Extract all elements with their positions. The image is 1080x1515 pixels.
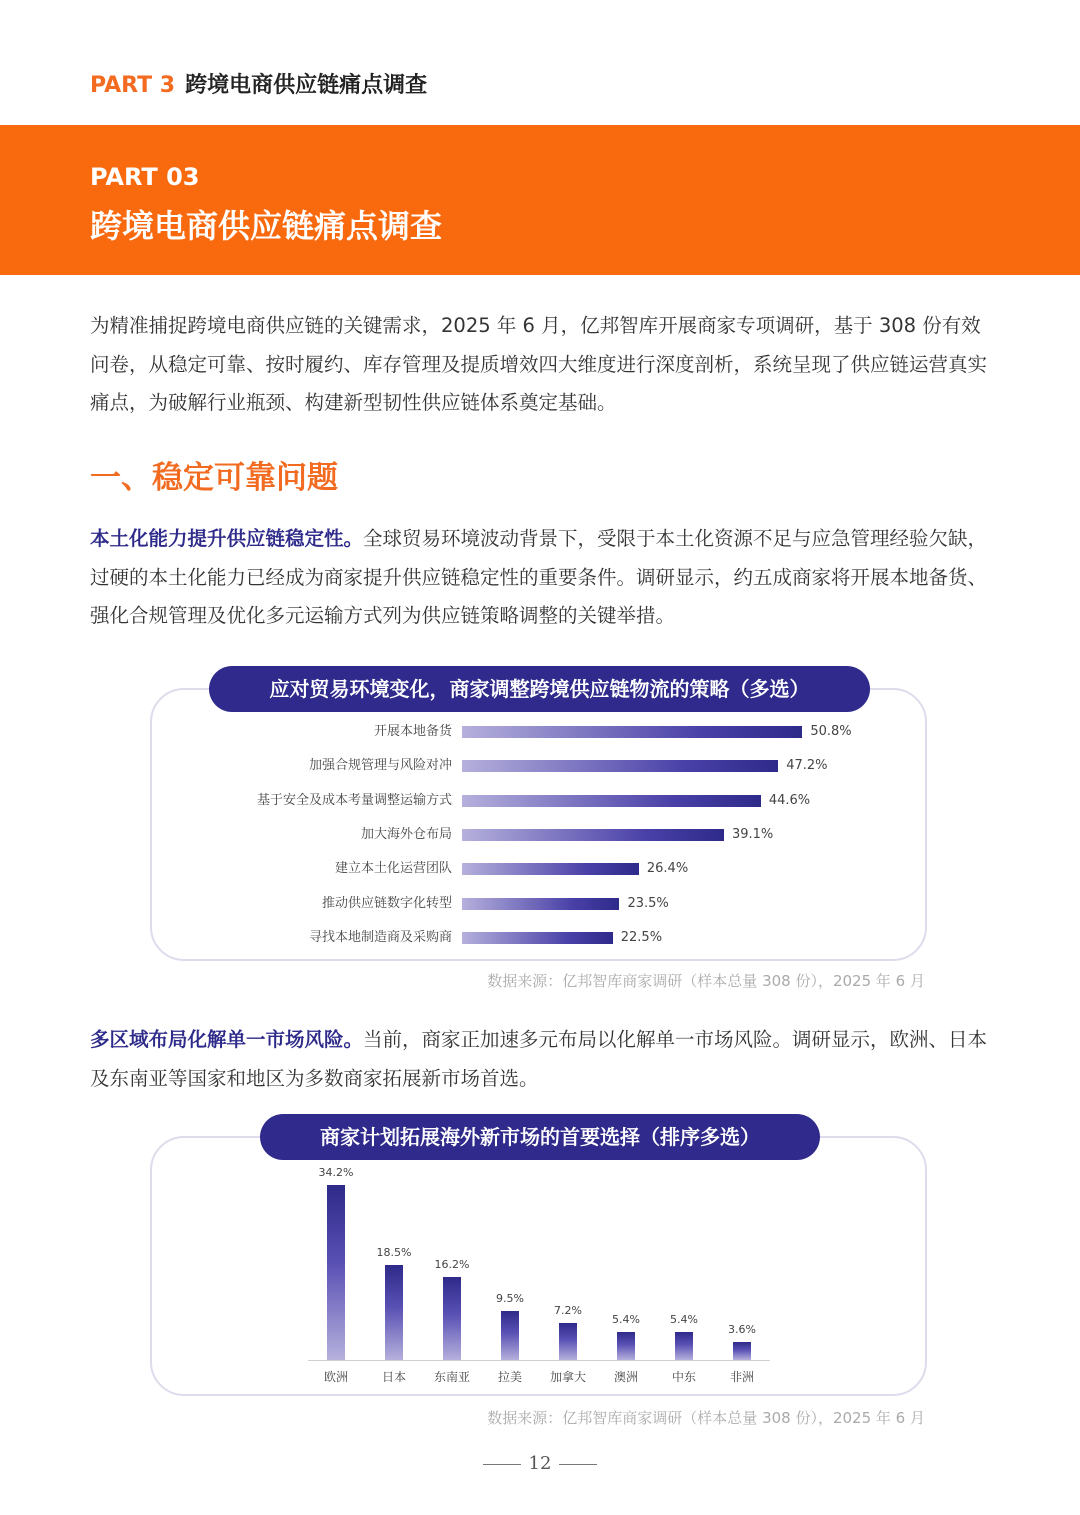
chart1-row <box>150 791 927 811</box>
chart2-frame <box>150 1136 927 1396</box>
chart1-bar <box>462 726 802 738</box>
chart2-category-label: 中东 <box>671 1370 696 1384</box>
chart2-value-label: 34.2% <box>318 1165 354 1179</box>
chart1-row <box>150 722 927 742</box>
chart2-bar <box>385 1265 403 1360</box>
running-header-part: PART 3 <box>90 73 176 98</box>
chart2-baseline <box>308 1360 770 1361</box>
chart2-category-label: 拉美 <box>497 1370 522 1384</box>
paragraph-body: 当前，商家正加速多元布局以化解单一市场风险。调研显示，欧洲、日本及东南亚等国家和地区为多数商家拓展新市场首选。 <box>90 1028 988 1090</box>
paragraph-body: 全球贸易环境波动背景下，受限于本土化资源不足与应急管理经验欠缺，过硬的本土化能力已经成为商家提升供应链稳定性的重要条件。调研显示，约五成商家将开展本地备货、强化合规管理及优化多元运输方式列为供应链策略调整的关键举措。 <box>90 527 988 627</box>
chart1-row <box>150 894 927 914</box>
chart2-category-label: 东南亚 <box>433 1370 470 1384</box>
chart1-row <box>150 859 927 879</box>
chart2-value-label: 5.4% <box>612 1313 640 1327</box>
banner-part-label: PART 03 <box>90 163 200 191</box>
chart1-title: 应对贸易环境变化，商家调整跨境供应链物流的策略（多选） <box>209 666 870 712</box>
chart2-value-label: 5.4% <box>670 1313 698 1327</box>
chart1-row <box>150 756 927 776</box>
page-number-text: 12 <box>528 1453 552 1474</box>
chart2-category-label: 加拿大 <box>549 1370 586 1384</box>
chart2-bar <box>443 1277 461 1360</box>
section-heading: 一、稳定可靠问题 <box>90 460 338 496</box>
running-header-title: 跨境电商供应链痛点调查 <box>185 73 428 98</box>
chart2-bar <box>501 1311 519 1360</box>
chart1-category-label: 开展本地备货 <box>373 724 452 739</box>
chart2-value-label: 3.6% <box>728 1322 756 1336</box>
chart2-bar <box>327 1185 345 1360</box>
chart1-category-label: 基于安全及成本考量调整运输方式 <box>256 792 452 808</box>
chart1-value-label: 26.4% <box>646 861 689 877</box>
page-number <box>0 1453 1080 1474</box>
chart1-value-label: 22.5% <box>620 929 663 945</box>
page-number-dash-left <box>483 1464 521 1465</box>
chart2-category-label: 日本 <box>381 1370 406 1384</box>
chart1-row <box>150 928 927 948</box>
chart2-title: 商家计划拓展海外新市场的首要选择（排序多选） <box>260 1114 820 1160</box>
chart1-row <box>150 825 927 845</box>
paragraph-multiregion <box>90 1021 995 1098</box>
page-number-dash-right <box>559 1464 597 1465</box>
chart2-category-label: 欧洲 <box>323 1370 348 1384</box>
paragraph-localization <box>90 520 995 636</box>
chart1-bar <box>462 898 619 910</box>
running-header <box>90 68 427 99</box>
chart1-value-label: 44.6% <box>768 792 811 808</box>
chart2-value-label: 16.2% <box>434 1258 470 1272</box>
chart1-value-label: 50.8% <box>810 724 852 739</box>
chart1-category-label: 推动供应链数字化转型 <box>321 895 452 911</box>
chart1-bar <box>462 760 778 772</box>
chart1-bar <box>462 795 761 807</box>
chart1-category-label: 建立本土化运营团队 <box>334 861 452 877</box>
chart1-category-label: 加大海外仓布局 <box>360 826 452 842</box>
chart1-bar <box>462 829 724 841</box>
chart1-value-label: 39.1% <box>731 826 774 842</box>
chart1-value-label: 47.2% <box>786 758 828 774</box>
chart1-bar <box>462 863 639 875</box>
intro-paragraph: 为精准捕捉跨境电商供应链的关键需求，2025 年 6 月，亿邦智库开展商家专项调研，基于 308 份有效问卷，从稳定可靠、按时履约、库存管理及提质增效四大维度进行深度剖析，系统呈现了供应链运营真实痛点，为破解行业瓶颈、构建新型韧性供应链体系奠定基础。 <box>90 314 988 414</box>
chart1-source: 数据来源：亿邦智库商家调研（样本总量 308 份），2025 年 6 月 <box>487 972 925 990</box>
paragraph-lead: 本土化能力提升供应链稳定性。 <box>90 527 364 550</box>
chart2-category-label: 非洲 <box>729 1370 754 1384</box>
chart1-bar <box>462 932 613 944</box>
chart2-value-label: 7.2% <box>554 1304 582 1318</box>
chart2-value-label: 18.5% <box>376 1246 412 1260</box>
chart2-category-label: 澳洲 <box>613 1370 638 1384</box>
banner-title: 跨境电商供应链痛点调查 <box>90 207 443 245</box>
chart2-bar <box>559 1323 577 1360</box>
chart1-category-label: 寻找本地制造商及采购商 <box>308 929 452 945</box>
chart2-bar <box>617 1332 635 1360</box>
chart1-value-label: 23.5% <box>627 895 669 911</box>
section-banner <box>0 125 1080 275</box>
chart2-bar <box>733 1342 751 1360</box>
chart2-source: 数据来源：亿邦智库商家调研（样本总量 308 份），2025 年 6 月 <box>487 1409 925 1427</box>
chart2-value-label: 9.5% <box>496 1292 524 1306</box>
chart2-bar <box>675 1332 693 1360</box>
chart1-category-label: 加强合规管理与风险对冲 <box>308 758 452 774</box>
paragraph-lead: 多区域布局化解单一市场风险。 <box>90 1028 364 1051</box>
